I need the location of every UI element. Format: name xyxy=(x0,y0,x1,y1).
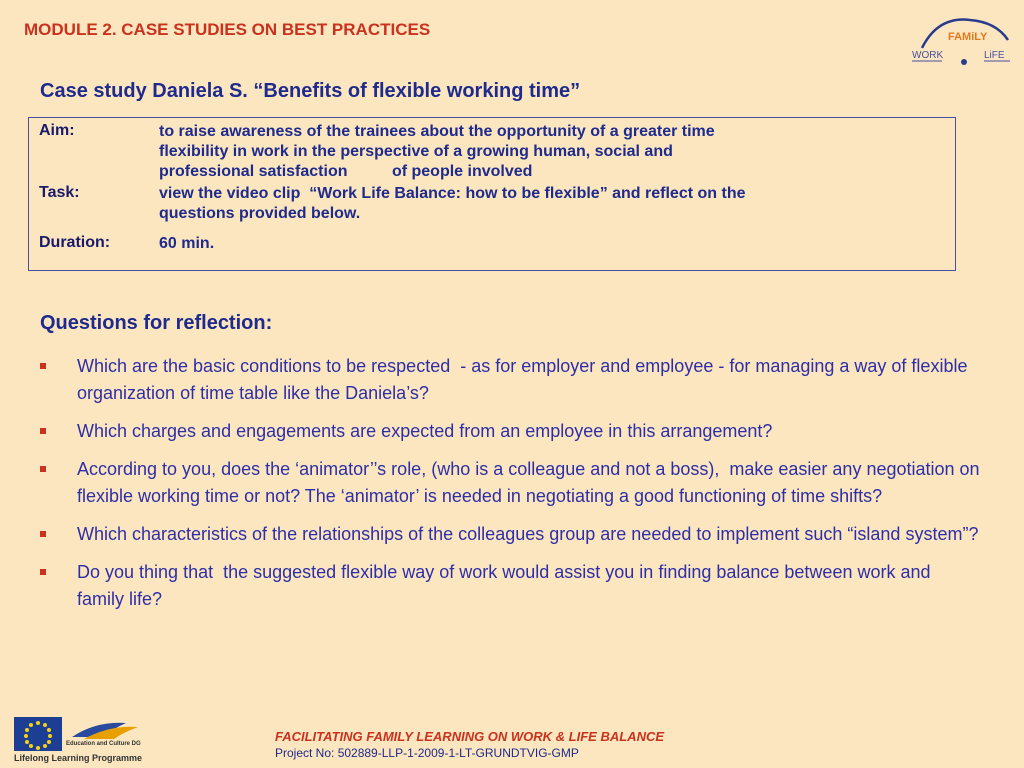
logo-dot xyxy=(961,59,967,65)
square-bullet-icon xyxy=(40,569,46,575)
education-culture-label: Education and Culture DG xyxy=(66,741,141,747)
square-bullet-icon xyxy=(40,466,46,472)
duration-label: Duration: xyxy=(39,234,111,251)
task-text xyxy=(159,184,899,224)
lifelong-learning-label: Lifelong Learning Programme xyxy=(14,753,143,763)
module-title: MODULE 2. CASE STUDIES ON BEST PRACTICES xyxy=(24,20,431,39)
case-study-title: Case study Daniela S. “Benefits of flexible working time” xyxy=(40,80,581,102)
aim-label: Aim: xyxy=(39,122,75,139)
question-item xyxy=(40,559,980,613)
task-line: view the video clip “Work Life Balance: how to be flexible” and reflect on the xyxy=(159,185,746,202)
footer-project-number: Project No: 502889-LLP-1-2009-1-LT-GRUNDTVIG-GMP xyxy=(275,746,579,760)
aim-line: flexibility in work in the perspective of a growing human, social and xyxy=(159,143,673,160)
family-work-life-logo xyxy=(908,14,1014,70)
aim-line: to raise awareness of the trainees about the opportunity of a greater time xyxy=(159,123,715,140)
question-text: Which are the basic conditions to be respected - as for employer and employee - for managing a way of flexible organization of time table like the Daniela’s? xyxy=(77,356,973,403)
question-text: According to you, does the ‘animator’’s role, (who is a colleague and not a boss), make easier any negotiation on flexible working time or not? The ‘animator’ is needed in negotiating a good functioning of time shifts? xyxy=(77,459,985,506)
square-bullet-icon xyxy=(40,428,46,434)
question-item xyxy=(40,353,980,407)
case-info-box xyxy=(28,117,956,271)
question-item xyxy=(40,521,980,548)
question-text: Which characteristics of the relationships of the colleagues group are needed to implement such “island system”? xyxy=(77,524,979,544)
question-item xyxy=(40,418,980,445)
eu-flag-icon xyxy=(14,717,62,751)
logo-word-family: FAMiLY xyxy=(948,31,988,43)
square-bullet-icon xyxy=(40,531,46,537)
logo-word-work: WORK xyxy=(912,50,944,61)
question-item xyxy=(40,456,985,510)
footer xyxy=(0,707,1024,768)
reflection-heading: Questions for reflection: xyxy=(40,312,273,334)
task-line: questions provided below. xyxy=(159,205,361,222)
task-label: Task: xyxy=(39,184,80,201)
footer-title: FACILITATING FAMILY LEARNING ON WORK & LIFE BALANCE xyxy=(275,729,665,744)
aim-text xyxy=(159,122,899,182)
logo-word-life: LiFE xyxy=(984,50,1005,61)
reflection-questions-list xyxy=(40,353,985,624)
duration-value: 60 min. xyxy=(159,235,215,252)
question-text: Which charges and engagements are expected from an employee in this arrangement? xyxy=(77,421,773,441)
square-bullet-icon xyxy=(40,363,46,369)
question-text: Do you thing that the suggested flexible way of work would assist you in finding balance between work and family life? xyxy=(77,562,936,609)
aim-line: professional satisfaction of people involved xyxy=(159,163,533,180)
